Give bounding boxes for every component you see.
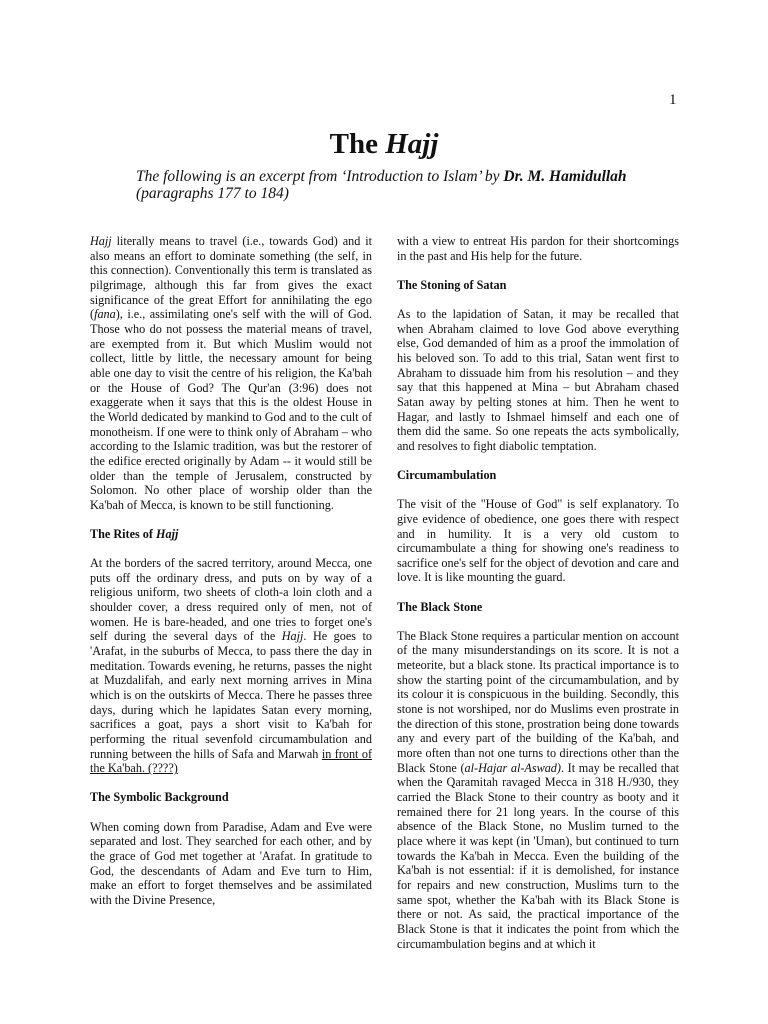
heading-black-stone: The Black Stone [397,599,483,614]
term-al-hajar-al-aswad: al-Hajar al-Aswad) [464,760,561,775]
paragraph-continuation: with a view to entreat His pardon for their shortcomings in the past and His help for the future. [397,234,679,263]
title-italic: Hajj [385,128,439,160]
heading-symbolic-background: The Symbolic Background [90,790,229,805]
term-hajj: Hajj [281,629,304,644]
subtitle-text: The following is an excerpt from ‘Introduction to Islam’ by [136,168,504,185]
paragraph-hajj-definition: Hajj literally means to travel (i.e., towards God) and it also means an effort to dominate something (the self, in this connection). Conventionally this term is translated as pilgrimage, although this far from gives the exact significance of the great Effort for annihilating the ego (fana), i.e., assimilating one's self with the will of God. Those who do not possess the material means of travel, are exempted from it. But which Muslim would not collect, little by little, the necessary amount for being able one day to visit the centre of his religion, the Ka'bah or the House of God? The Qur'an (3:96) does not exaggerate when it says that this is the oldest House in the World dedicated by mankind to God and to the cult of monotheism. If one were to think only of Abraham – who according to the Islamic tradition, was but the restorer of the edifice erected originally by Adam -- it would still be older than the temple of Jerusalem, constructed by Solomon. No other place of worship older than the Ka'bah of Mecca, is known to be still functioning. [90,234,372,512]
right-column [397,234,679,966]
term-fana: fana [94,307,116,322]
heading-stoning-of-satan: The Stoning of Satan [397,277,507,292]
paragraph-symbolic: When coming down from Paradise, Adam and Eve were separated and lost. They searched for each other, and by the grace of God met together at 'Arafat. In gratitude to God, the descendants of Adam and Eve turn to Him, make an effort to forget themselves and be assimilated with the Divine Presence, [90,819,372,907]
heading-circumambulation: Circumambulation [397,468,497,483]
page-title [0,128,768,161]
paragraph-black-stone: The Black Stone requires a particular mention on account of the many misunderstandings on its score. It is not a meteorite, but a black stone. Its practical importance is to show the starting point of the circumambulation, and by its colour it is conspicuous in the building. Secondly, this stone is not worshiped, nor do Muslims even prostrate in the direction of this stone, prostration being done towards any and every part of the building of the Ka'bah, and more often than not one turns to directions other than the Black Stone (al-Hajar al-Aswad). It may be recalled that when the Qaramitah ravaged Mecca in 318 H./930, they carried the Black Stone to their country as booty and it remained there for 21 long years. In the course of this absence of the Black Stone, no Muslim turned to the place where it was kept (in 'Uman), but continued to turn towards the Ka'bah in Mecca. Even the building of the Ka'bah is not essential: if it is demolished, for instance for repairs and new construction, Muslims turn to the same spot, whether the Ka'bah with its Black Stone is there or not. As said, the practical importance of the Black Stone is that it indicates the point from which the circumambulation begins and at which it [397,628,679,951]
left-column [90,234,372,922]
paragraph-stoning: As to the lapidation of Satan, it may be recalled that when Abraham claimed to love God above everything else, God demanded of him as a proof the immolation of his beloved son. To add to this trial, Satan went first to Abraham to dissuade him from his resolution – and they say that this happened at Mina – but Abraham chased Satan away by pelting stones at him. Then he went to Hagar, and lastly to Ishmael himself and each one of them did the same. So one repeats the acts symbolically, and resolves to fight diabolic temptation. [397,306,679,453]
heading-rites-of-hajj: The Rites of Hajj [90,526,179,541]
subtitle [136,168,656,202]
paragraph-rites: At the borders of the sacred territory, around Mecca, one puts off the ordinary dress, and puts on by way of a religious uniform, two sheets of cloth-a loin cloth and a shoulder cover, a dress required only of men, not of women. He is bare-headed, and one tries to forget one's self during the several days of the Hajj. He goes to 'Arafat, in the suburbs of Mecca, to pass there the day in meditation. Towards evening, he returns, passes the night at Muzdalifah, and early next morning arrives in Mina which is on the outskirts of Mecca. There he passes three days, during which he lapidates Satan every morning, sacrifices a goat, pays a short visit to Ka'bah for performing the ritual sevenfold circumambulation and running between the hills of Safa and Marwah in front of the Ka'bah. (????) [90,556,373,776]
subtitle-author: Dr. M. Hamidullah [503,168,627,185]
underlined-note: in front of the Ka'bah. (????) [90,746,373,776]
paragraph-circumambulation: The visit of the "House of God" is self explanatory. To give evidence of obedience, one goes there with respect and in humility. It is a very old custom to circumambulate a thing for showing one's readiness to sacrifice one's self for the object of devotion and care and love. It is like mounting the guard. [397,497,679,585]
term-hajj: Hajj [90,234,112,248]
subtitle-paragraphs: (paragraphs 177 to 184) [136,185,289,202]
page-number: 1 [669,92,677,108]
title-prefix: The [329,128,386,160]
